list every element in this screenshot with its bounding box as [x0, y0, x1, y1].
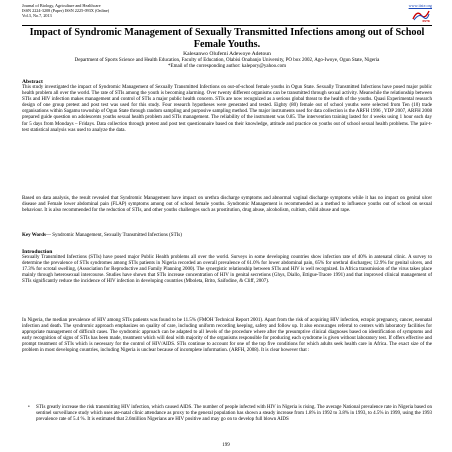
authors: Kalesanwo Olufemi Adewoye Adetoun: [183, 51, 271, 57]
header-divider: [22, 25, 432, 26]
journal-issn: ISSN 2224-3208 (Paper) ISSN 2225-093X (Online): [22, 8, 110, 13]
corresponding-email: *Email of the corresponding author: kalepory@yahoo.com: [168, 64, 286, 70]
bullet-icon: •: [28, 405, 30, 410]
keywords: [22, 233, 432, 239]
journal-header: [22, 3, 432, 25]
abstract-paragraph-2: Based on data analysis, the result revealed that Syndromic Management have impact on urethra discharge symptoms and abnormal vaginal discharge symptoms while it has no impact on genital ulcer disease and Female lower abdominal pain (FLAP) symptoms among out of school female youths. Syndromic Management is recommended as a method to influence youths out of school on sexual behaviour. It is also recommended for the reduction of STIs, and other youths challenges such as prostitution, drug abuse, alcoholism, cultism, child abuse and rape.: [22, 196, 432, 214]
journal-volume: Vol.3, No.7, 2013: [22, 13, 52, 18]
introduction-paragraph-1: Sexually Transmitted Infections (STIs) have posed major Public Health problems all over the world. Surveys in some developing countries show infection rate of 40% in antenatal clinic. A survey to determine the prevalence of STIs syndromes among STIs patients in Nigeria recorded an overall prevalence of 61.0% for lower abdominal pain, 65% for urethral discharges; 12.9% for genital ulcers, and 17.3% for scrotal swelling, (Association for Reproductive and Family Planning 2000). The synergistic relationship between STIs and HIV is well recognized. In Africa transmission of the virus takes place mainly through heterosexual intercourse. Studies have shown that STIs increase concentration of HIV in genital secretions (Ghys, Diallo, Ettigue-Traore 1991) and that improved clinical management of STIs significantly reduce the incidence of HIV infection in developing countries (Mboleta, Brito, Saifodine, & Cliff, 2007).: [22, 255, 432, 285]
introduction-heading: Introduction: [22, 249, 53, 255]
affiliation-block: [22, 58, 432, 70]
page-number: 199: [222, 443, 230, 448]
paper-title: Impact of Syndromic Management of Sexually Transmitted Infections among out of School Female Youths.: [29, 27, 425, 50]
introduction-paragraph-2: In Nigeria, the median prevalence of HIV among STIs patients was found to be 11.5% (FMOH Technical Report 2001). Apart from the risk of acquiring HIV infection, ectopic pregnancy, cancer, neonatal infection and death. The syndromic approach emphasizes on quality of care, including uniform recording keeping, safety and follow up. It also encourages referral to centers with laboratory facilities for appropriate management of difficult cases. The syndromic approach can be adapted to all levels of the procedure where after the presumptive clinical diagnoses based on identification of symptoms and early recognition of signs of STIs has been made, treatment which will deal with majority of the organisms responsible for producing each syndrome is given without laboratory test. If offers effective and prompt treatment of STIs which is necessary for the control of HIV/AIDS. STIs continue to account for one of the top five conditions for which adults seek health care in Africa. The exact size of the problem in most developing countries, including Nigeria is unclear because of incomplete information. (ARFH, 2008). It is clear however that :: [22, 318, 432, 354]
keywords-text: — Syndromic Management, Sexually Transmitted Infections (STIs): [45, 233, 182, 238]
logo-text: IISTE: [422, 19, 430, 23]
bullet-item: [22, 405, 432, 423]
bullet-text: STIs greatly increase the risk transmitting HIV infection, which caused AIDS. The number of people infected with HIV in Nigeria is rising. The average National prevalence rate in Nigeria based on sentinel surveillance study which uses ate-natal clinic attendance as proxy to the general population has shown a steady increase from 1.8% in 1992 to 3.8% in 1993, to 4.5% in 1999, using the 1993 prevalence rate of 5.4 %. It is estimated that 2.6million Nigerians are HIV positive and may go on to develop full blown AIDS: [36, 405, 432, 423]
keywords-label: Key Words: [22, 233, 46, 238]
abstract-heading: Abstract: [22, 79, 43, 85]
affiliation: Department of Sports Science and Health Education, Faculty of Education, Olabisi Onabanjo University, PO box 2002, Ago-Iwoye, Ogun State, Nigeria: [74, 58, 380, 63]
abstract-paragraph-1: This study investigated the impact of Syndromic Management of Sexually Transmitted Infections on out-of-school female youths in Ogun State. Sexually Transmitted Infections have posed major public health problem all over the world. The rate of STIs among the youth is becoming alarming. Over twenty different organisms can be transmitted through sexual activity. Meanwhile the relationship between STIs and HIV infection makes management and control of STIs a major public health concern. STIs are now recognized as a serious global threat to the health of the youths. Quasi Experimental research design of one group pretest and post test was used for this study. Four research hypotheses were generated and tested. Eighty (80) female out of school youths were selected from Ten (10) trade organisations within Sagamu township of Ogun State through random sampling and purposive sampling method. The major instruments used for data collection is the ARFH 1996 , YDP 2007, ARFH 2008 prepared guide question on adolescents youths sexual health problem and STIs management. The reliability of the instrument was 0.85. The intervention training lasted for 4 weeks using 1 hour each day for 5 days from Mondays – Fridays. Data collection through pretest and post test questionnaire based on their knowledge, attitude and practice on youths out of school sexual health problems. The pair-t-test statistical analysis was used to analyze the data.: [22, 85, 432, 133]
journal-website-link[interactable]: www.iiste.org: [408, 3, 432, 8]
journal-name: Journal of Biology, Agriculture and Healthcare: [22, 3, 101, 8]
